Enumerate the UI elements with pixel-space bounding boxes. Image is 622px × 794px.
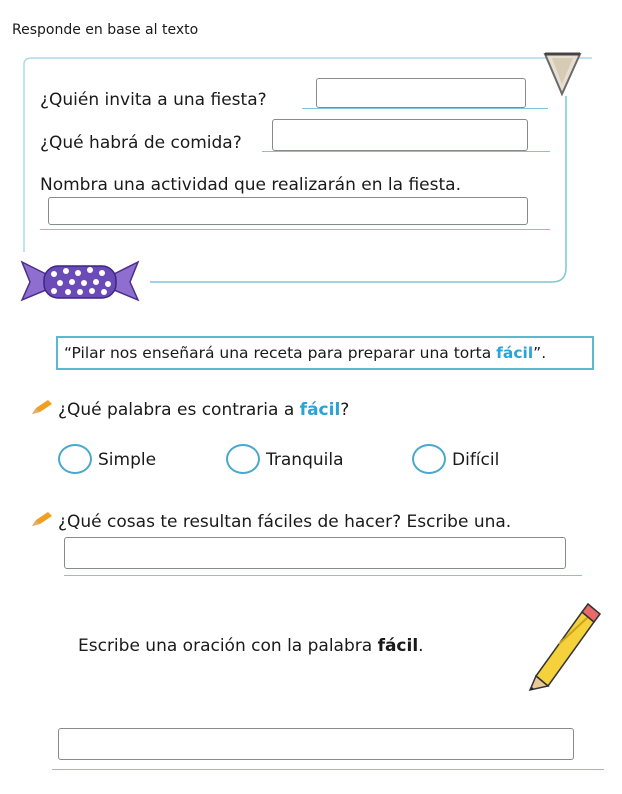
candy-icon xyxy=(18,258,142,306)
pencil-large-icon xyxy=(522,600,604,692)
answer-line xyxy=(302,108,548,109)
sentence-task-before: Escribe una oración con la palabra xyxy=(78,636,378,656)
quote-box xyxy=(56,336,594,370)
answer-food-field[interactable] xyxy=(272,119,528,151)
option-simple-radio[interactable] xyxy=(58,444,92,474)
answer-line xyxy=(40,229,550,230)
quote-keyword: fácil xyxy=(496,344,534,362)
option-dificil-label: Difícil xyxy=(452,450,500,470)
option-tranquila-radio[interactable] xyxy=(226,444,260,474)
question-activity: Nombra una actividad que realizarán en la fiesta. xyxy=(40,175,461,195)
sentence-task-end: . xyxy=(418,636,424,656)
option-dificil-radio[interactable] xyxy=(412,444,446,474)
answer-line xyxy=(64,575,582,576)
question-antonym-keyword: fácil xyxy=(299,400,341,420)
question-easy-things: ¿Qué cosas te resultan fáciles de hacer? Escribe una. xyxy=(58,512,512,532)
option-simple-label: Simple xyxy=(98,450,157,470)
question-antonym-end: ? xyxy=(340,400,350,420)
answer-easy-things-field[interactable] xyxy=(64,537,566,569)
question-food: ¿Qué habrá de comida? xyxy=(40,133,242,153)
instruction-text: Responde en base al texto xyxy=(12,22,199,38)
quote-text: “Pilar nos enseñará una receta para preparar una torta xyxy=(64,344,497,362)
question-antonym xyxy=(58,400,349,420)
answer-who-invites-field[interactable] xyxy=(316,78,526,108)
question-who-invites: ¿Quién invita a una fiesta? xyxy=(40,90,267,110)
sentence-task-text xyxy=(78,636,424,656)
answer-activity-field[interactable] xyxy=(48,197,528,225)
quote-end: ”. xyxy=(533,344,547,362)
option-tranquila-label: Tranquila xyxy=(266,450,344,470)
pencil-icon xyxy=(30,510,54,528)
answer-line xyxy=(52,769,604,770)
pennant-icon xyxy=(540,50,586,100)
sentence-task-keyword: fácil xyxy=(377,636,419,656)
pencil-icon xyxy=(30,398,54,416)
answer-sentence-field[interactable] xyxy=(58,728,574,760)
answer-line xyxy=(262,151,550,152)
question-antonym-text: ¿Qué palabra es contraria a xyxy=(58,400,300,420)
